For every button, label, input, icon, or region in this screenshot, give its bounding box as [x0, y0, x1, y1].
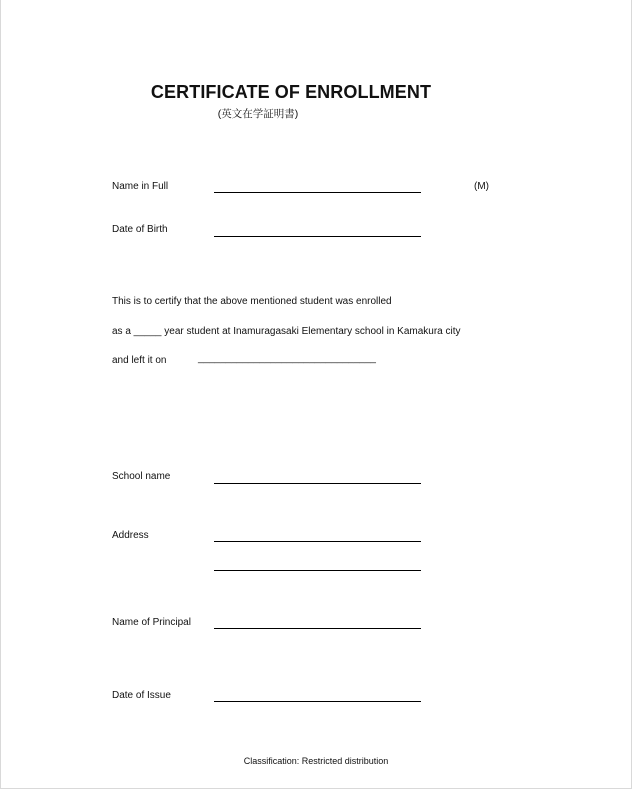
- school-name-line: [214, 483, 421, 484]
- statement-line-3: and left it on: [112, 355, 167, 366]
- left-date-blank: ________________________________: [198, 353, 376, 364]
- name-of-principal-line: [214, 628, 421, 629]
- name-of-principal-label: Name of Principal: [112, 617, 191, 628]
- date-of-issue-label: Date of Issue: [112, 690, 171, 701]
- school-name-label: School name: [112, 471, 171, 482]
- statement-line-2: as a _____ year student at Inamuragasaki Elementary school in Kamakura city: [112, 326, 461, 337]
- gender-marker: (M): [474, 181, 489, 192]
- statement-line-1: This is to certify that the above mentioned student was enrolled: [112, 296, 392, 307]
- date-of-birth-label: Date of Birth: [112, 224, 168, 235]
- date-of-issue-line: [214, 701, 421, 702]
- name-in-full-label: Name in Full: [112, 181, 169, 192]
- address-line-1: [214, 541, 421, 542]
- address-line-2: [214, 570, 421, 571]
- name-in-full-line: [214, 192, 421, 193]
- classification-footer: Classification: Restricted distribution: [243, 756, 389, 766]
- address-label: Address: [112, 530, 149, 541]
- date-of-birth-line: [214, 236, 421, 237]
- certificate-title: CERTIFICATE OF ENROLLMENT: [150, 82, 432, 102]
- certificate-subtitle: (英文在学証明書): [217, 108, 299, 120]
